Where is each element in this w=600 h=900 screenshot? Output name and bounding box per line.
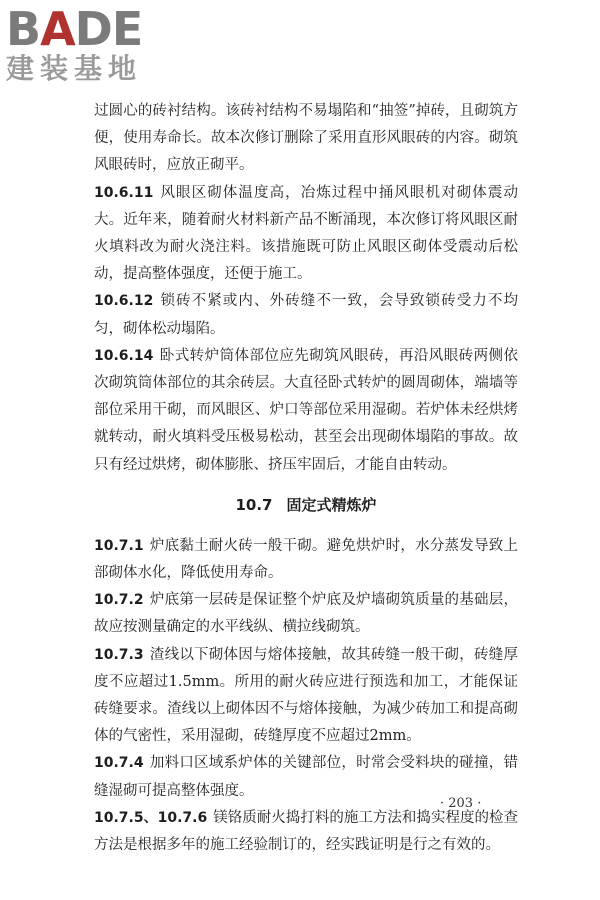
clause-10-7-2 <box>94 587 518 641</box>
paragraph-text: 过圆心的砖衬结构。该砖衬结构不易塌陷和“抽签”掉砖，且砌筑方便，使用寿命长。故本次修订删除了采用直形风眼砖的内容。砌筑风眼砖时，应放正砌平。 <box>94 103 518 174</box>
clause-number: 10.6.12 <box>94 293 154 310</box>
brand-logo <box>6 2 176 85</box>
clause-number: 10.6.11 <box>94 184 154 201</box>
clause-text: 炉底黏土耐火砖一般干砌。避免烘炉时，水分蒸发导致上部砌体水化，降低使用寿命。 <box>94 537 518 582</box>
clause-10-7-1 <box>94 533 518 587</box>
clause-text: 炉底第一层砖是保证整个炉底及炉墙砌筑质量的基础层，故应按测量确定的水平线纵、横拉线砌筑。 <box>94 592 518 636</box>
clause-10-6-11 <box>94 180 518 289</box>
clause-number: 10.6.14 <box>94 347 154 364</box>
clause-text: 卧式转炉筒体部位应先砌筑风眼砖，再沿风眼砖两侧依次砌筑筒体部位的其余砖层。大直径卧式转炉的圆周砌体，端墙等部位采用干砌，而风眼区、炉口等部位采用湿砌。若炉体未经烘烤就转动，耐火填料受压极易松动，甚至会出现砌体塌陷的事故。故只有经过烘烤，砌体膨胀、挤压牢固后，才能自由转动。 <box>94 347 518 473</box>
logo-brand-text <box>6 2 176 56</box>
clause-number: 10.7.4 <box>94 755 144 772</box>
logo-letter-a: A <box>40 2 75 56</box>
document-body <box>94 98 518 859</box>
logo-letters-de: DE <box>74 2 143 56</box>
section-heading <box>94 493 518 517</box>
clause-number: 10.7.3 <box>94 646 144 663</box>
clause-text: 风眼区砌体温度高，冶炼过程中捅风眼机对砌体震动大。近年来，随着耐火材料新产品不断涌现，本次修订将风眼区耐火填料改为耐火浇注料。该措施既可防止风眼区砌体受震动后松动，提高整体强度，还便于施工。 <box>94 184 518 283</box>
clause-text: 镁铬质耐火捣打料的施工方法和捣实程度的检查方法是根据多年的施工经验制订的，经实践证明是行之有效的。 <box>94 809 519 854</box>
clause-number: 10.7.5、10.7.6 <box>94 809 208 826</box>
clause-10-6-14 <box>94 343 518 479</box>
clause-10-7-5-6 <box>94 805 518 859</box>
clause-text: 锁砖不紧或内、外砖缝不一致，会导致锁砖受力不均匀，砌体松动塌陷。 <box>94 293 518 337</box>
clause-text: 加料口区域系炉体的关键部位，时常会受料块的碰撞，错缝湿砌可提高整体强度。 <box>94 755 518 799</box>
page-number: · 203 · <box>440 796 482 811</box>
clause-10-6-12 <box>94 288 518 342</box>
logo-subtitle: 建装基地 <box>6 52 143 85</box>
paragraph-continuation <box>94 98 518 180</box>
section-number: 10.7 <box>235 495 273 514</box>
clause-number: 10.7.2 <box>94 592 144 609</box>
section-title-text: 固定式精炼炉 <box>286 495 377 514</box>
logo-letter-b: B <box>6 2 41 56</box>
clause-10-7-3 <box>94 642 518 751</box>
clause-number: 10.7.1 <box>94 537 144 554</box>
clause-text: 渣线以下砌体因与熔体接触，故其砖缝一般干砌，砖缝厚度不应超过1.5mm。所用的耐火砖应进行预选和加工，才能保证砖缝要求。渣线以上砌体因不与熔体接触，为减少砖加工和提高砌体的气密性，采用湿砌，砖缝厚度不应超过2mm。 <box>94 646 518 745</box>
